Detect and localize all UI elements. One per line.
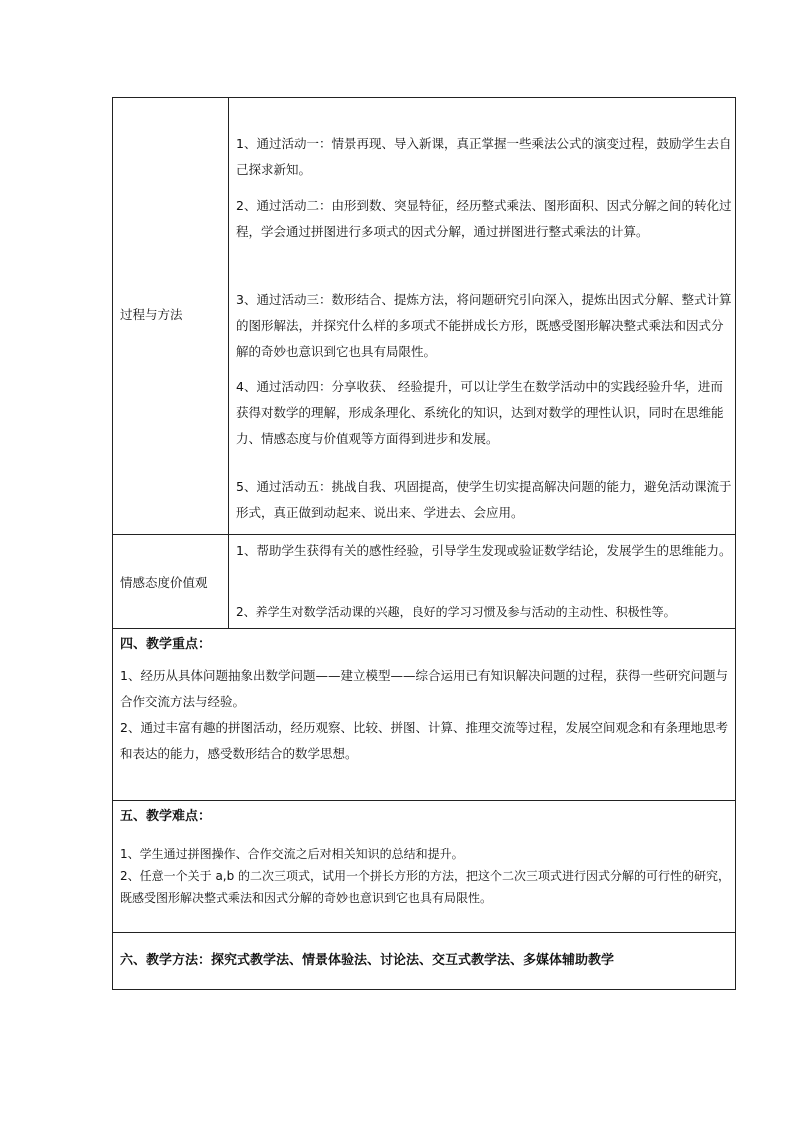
lesson-plan-table [112,97,736,990]
difficulty-item-1: 1、学生通过拼图操作、合作交流之后对相关知识的总结和提升。 [120,847,464,861]
process-item-4: 4、通过活动四：分享收获、 经验提升，可以让学生在数学活动中的实践经验升华，进而获得对数学的理解，形成条理化、系统化的知识，达到对数学的理性认识，同时在思维能力、情感态度与价值观等方面得到进步和发展。 [236,379,724,446]
difficulty-item-2: 2、任意一个关于 a,b 的二次三项式，试用一个拼长方形的方法，把这个二次三项式进行因式分解的可行性的研究，既感受图形解决整式乘法和因式分解的奇妙也意识到它也具有局限性。 [120,869,731,905]
difficulties-heading: 五、教学难点： [120,809,212,824]
key-point-item-1: 1、经历从具体问题抽象出数学问题——建立模型——综合运用已有知识解决问题的过程，获得一些研究问题与合作交流方法与经验。 [120,668,728,709]
table-border-bottom [112,989,736,990]
process-method-label: 过程与方法 [120,307,183,322]
label-column-divider [228,97,229,628]
process-item-3: 3、通过活动三：数形结合、提炼方法，将问题研究引向深入，提炼出因式分解、整式计算的图形解法，并探究什么样的多项式不能拼成长方形，既感受图形解决整式乘法和因式分解的奇妙也意识到它也具有局限性。 [236,292,732,359]
table-border-left [112,97,113,990]
process-item-1: 1、通过活动一：情景再现、导入新课，真正掌握一些乘法公式的演变过程，鼓励学生去自己探求新知。 [236,136,732,177]
emotion-item-2: 2、养学生对数学活动课的兴趣，良好的学习习惯及参与活动的主动性、积极性等。 [236,605,676,619]
key-points-heading: 四、教学重点： [120,637,212,652]
row-divider-3 [112,800,736,801]
process-item-5: 5、通过活动五：挑战自我、巩固提高，使学生切实提高解决问题的能力，避免活动课流于形式，真正做到动起来、说出来、学进去、会应用。 [236,479,732,520]
row-divider-2 [112,628,736,629]
process-item-2: 2、通过活动二：由形到数、突显特征，经历整式乘法、图形面积、因式分解之间的转化过程，学会通过拼图进行多项式的因式分解，通过拼图进行整式乘法的计算。 [236,198,732,239]
table-border-top [112,97,736,98]
teaching-methods-heading: 六、教学方法：探究式教学法、情景体验法、讨论法、交互式教学法、多媒体辅助教学 [120,953,615,968]
emotion-values-label: 情感态度价值观 [120,575,208,590]
emotion-item-1: 1、帮助学生获得有关的感性经验，引导学生发现或验证数学结论，发展学生的思维能力。 [236,543,732,558]
table-border-right [735,97,736,990]
key-point-item-2: 2、通过丰富有趣的拼图活动，经历观察、比较、拼图、计算、推理交流等过程，发展空间观念和有条理地思考和表达的能力，感受数形结合的数学思想。 [120,720,728,761]
row-divider-1 [112,534,736,535]
row-divider-4 [112,932,736,933]
